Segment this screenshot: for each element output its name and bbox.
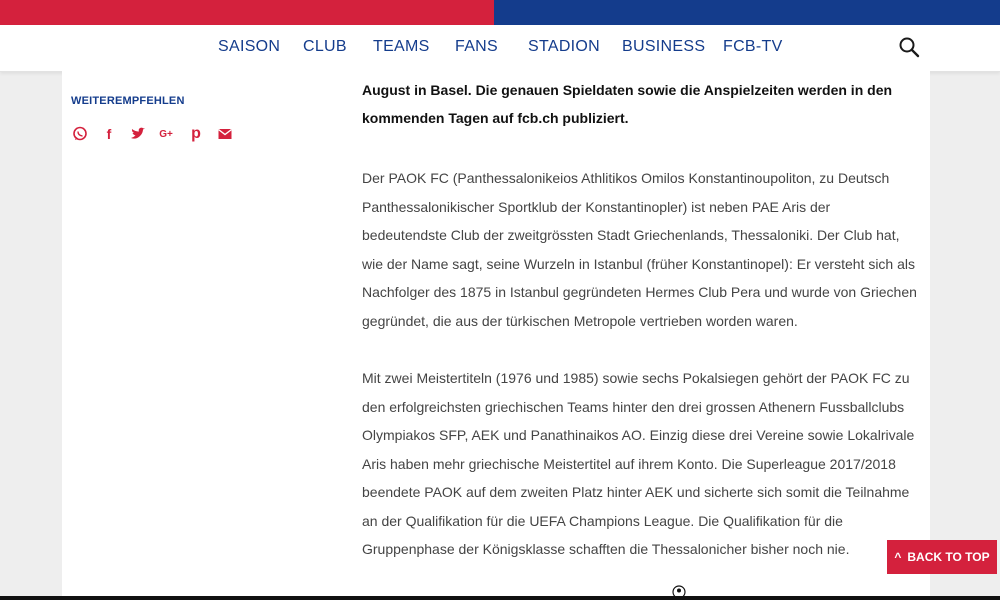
email-icon[interactable] xyxy=(217,126,233,142)
article-lead xyxy=(362,76,918,132)
nav-item-business[interactable]: BUSINESS xyxy=(622,38,706,55)
brand-bar-red xyxy=(0,0,494,25)
search-icon[interactable] xyxy=(898,36,920,58)
pinterest-icon[interactable]: p xyxy=(191,125,201,142)
share-label: WEITEREMPFEHLEN xyxy=(71,95,185,107)
brand-bar-blue xyxy=(494,0,1000,25)
article-paragraph: Mit zwei Meistertiteln (1976 und 1985) sowie sechs Pokalsiegen gehört der PAOK FC zu den erfolgreichsten griechischen Teams hinter den drei grossen Athenern Fussballclubs Olympiakos SFP, AEK und Panathinaikos AO. Einzig diese drei Vereine sowie Lokalrivale Aris haben mehr griechische Meistertitel auf ihrem Konto. Die Superleague 2017/2018 beendete PAOK auf dem zweiten Platz hinter AEK und sicherte sich somit die Teilnahme an der Qualifikation für die UEFA Champions League. Die Qualifikation für die Gruppenphase der Königsklasse schafften die Thessalonicher bisher noch nie. xyxy=(362,370,915,557)
lead-paragraph: August in Basel. Die genauen Spieldaten sowie die Anspielzeiten werden in den kommenden Tagen auf fcb.ch publiziert. xyxy=(362,82,893,126)
nav-item-club[interactable]: CLUB xyxy=(303,38,347,55)
nav-item-fcb-tv[interactable]: FCB-TV xyxy=(723,38,783,55)
nav-item-teams[interactable]: TEAMS xyxy=(373,38,430,55)
football-icon xyxy=(672,584,686,596)
brand-color-bar xyxy=(0,0,1000,25)
back-to-top-label: BACK TO TOP xyxy=(907,550,990,564)
article-paragraph: Der PAOK FC (Panthessalonikeios Athlitikos Omilos Konstantinoupoliton, zu Deutsch Panthessalonikischer Sportklub der Konstantinopler) ist neben PAE Aris der bedeutendste Club der zweitgrössten Stadt Griechenlands, Thessaloniki. Der Club hat, wie der Name sagt, seine Wurzeln in Istanbul (früher Konstantinopel): Er versteht sich als Nachfolger des 1875 in Istanbul gegründeten Hermes Club Pera und wurde von Griechen gegründet, die aus der türkischen Metropole vertrieben worden waren. xyxy=(362,170,917,329)
chevron-up-icon: ^ xyxy=(894,550,902,564)
whatsapp-icon[interactable] xyxy=(72,126,88,142)
google-plus-icon[interactable]: G+ xyxy=(159,128,173,140)
main-navigation xyxy=(0,25,1000,72)
facebook-icon[interactable]: f xyxy=(106,126,112,142)
nav-item-stadion[interactable]: STADION xyxy=(528,38,601,55)
nav-item-saison[interactable]: SAISON xyxy=(218,38,281,55)
back-to-top-button[interactable] xyxy=(887,540,997,574)
twitter-icon[interactable] xyxy=(130,126,146,142)
bottom-border xyxy=(0,596,1000,600)
nav-item-fans[interactable]: FANS xyxy=(455,38,498,55)
